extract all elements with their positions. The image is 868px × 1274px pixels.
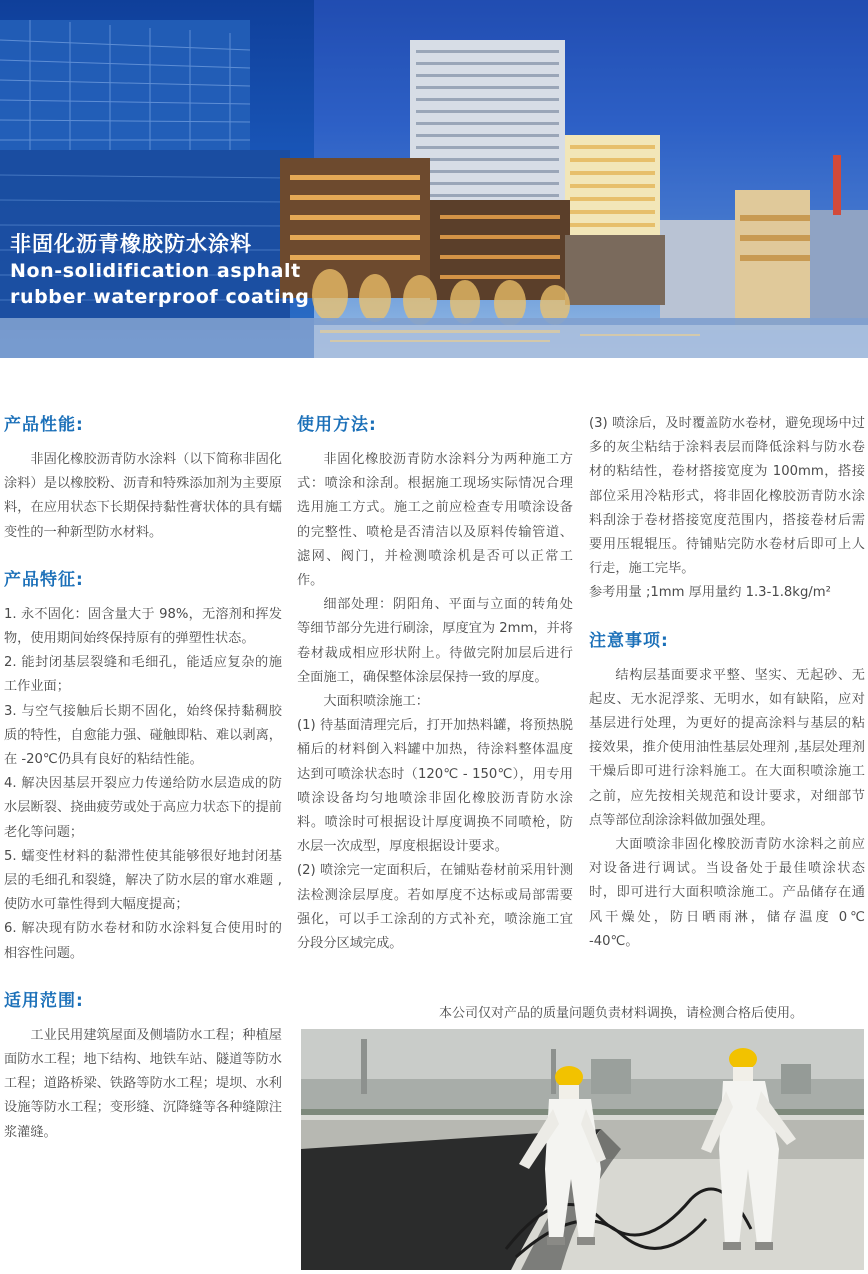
- feature-item-3: 3. 与空气接触后长期不固化，始终保持黏稠胶质的特性，自愈能力强、碰触即粘、难以剥离，在 -20℃仍具有良好的粘结性能。: [4, 703, 282, 768]
- usage-dosage: 参考用量 ;1mm 厚用量约 1.3-1.8kg/m²: [589, 585, 831, 601]
- usage-step-1: (1) 待基面清理完后，打开加热料罐，将预热脱桶后的材料倒入料罐中加热，待涂料整体温度达到可喷涂状态时（120℃ - 150℃），用专用喷涂设备均匀地喷涂非固化橡胶沥青防水涂料。喷涂时可根据设计厚度调换不同喷枪，防水层一次成型，厚度根据设计要求。: [297, 718, 573, 855]
- usage-heading: 使用方法:: [297, 415, 377, 435]
- usage-intro: 非固化橡胶沥青防水涂料分为两种施工方式：喷涂和涂刮。根据施工现场实际情况合理选用施工方式。施工之前应检查专用喷涂设备的完整性、喷枪是否清洁以及原料传输管道、滤网、阀门，并检测喷涂机是否可以正常工作。: [297, 452, 573, 589]
- usage-step-2: (2) 喷涂完一定面积后，在铺贴卷材前采用针测法检测涂层厚度。若如厚度不达标或局部需要强化，可以手工涂刮的方式补充，喷涂施工宜分段分区域完成。: [297, 863, 573, 952]
- feature-item-5: 5. 蠕变性材料的黏滞性使其能够很好地封闭基层的毛细孔和裂缝，解决了防水层的窜水难题 ,使防水可靠性得到大幅度提高；: [4, 848, 282, 913]
- left-column: [4, 412, 282, 1145]
- feature-item-2: 2. 能封闭基层裂缝和毛细孔，能适应复杂的施工作业面；: [4, 655, 282, 695]
- precautions-para-1: 结构层基面要求平整、坚实、无起砂、无起皮、无水泥浮浆、无明水，如有缺陷，应对基层进行处理，为更好的提高涂料与基层的粘接效果，推介使用油性基层处理剂 ,基层处理剂干燥后即可进行涂料施工。在大面积喷涂施工之前，应先按相关规范和设计要求，对细部节点等部位刮涂涂料做加强处理。: [589, 667, 865, 828]
- banner-title-en: [10, 258, 310, 310]
- hero-banner: [0, 0, 868, 358]
- banner-title-en-line1: Non-solidification asphalt: [10, 260, 301, 282]
- workers-spraying-roof-photo: [301, 1029, 864, 1270]
- precautions-heading: 注意事项:: [589, 630, 669, 651]
- performance-text: 非固化橡胶沥青防水涂料（以下简称非固化涂料）是以橡胶粉、沥青和特殊添加剂为主要原料，在应用状态下长期保持黏性膏状体的具有蠕变性的一种新型防水材料。: [4, 452, 282, 540]
- middle-column: [297, 412, 573, 956]
- performance-heading: 产品性能:: [4, 415, 84, 435]
- feature-item-6: 6. 解决现有防水卷材和防水涂料复合使用时的相容性问题。: [4, 921, 282, 961]
- banner-title-en-line2: rubber waterproof coating: [10, 286, 310, 308]
- feature-item-4: 4. 解决因基层开裂应力传递给防水层造成的防水层断裂、挠曲疲劳或处于高应力状态下的提前老化等问题；: [4, 776, 282, 840]
- usage-step-3: (3) 喷涂后，及时覆盖防水卷材，避免现场中过多的灰尘粘结于涂料表层而降低涂料与防水卷材的粘结性，卷材搭接宽度为 100mm，搭接部位采用冷粘形式，将非固化橡胶沥青防水涂料刮涂于卷材搭接宽度范围内，搭接卷材后需要用压辊辊压。待铺贴完防水卷材后即可上人行走，施工完毕。: [589, 416, 865, 577]
- features-heading: 产品特征:: [4, 569, 84, 590]
- precautions-para-2: 大面喷涂非固化橡胶沥青防水涂料之前应对设备进行调试。当设备处于最佳喷涂状态时，即可进行大面积喷涂施工。产品储存在通风干燥处，防日晒雨淋，储存温度 0℃ -40℃。: [589, 837, 865, 949]
- right-column: [589, 412, 865, 954]
- banner-title-cn: 非固化沥青橡胶防水涂料: [10, 232, 252, 256]
- feature-item-1: 1. 永不固化：固含量大于 98%，无溶剂和挥发物，使用期间始终保持原有的弹塑性状态。: [4, 606, 282, 647]
- footer-note: 本公司仅对产品的质量问题负责材料调换，请检测合格后使用。: [439, 1006, 804, 1021]
- usage-detail: 细部处理：阴阳角、平面与立面的转角处等细节部分先进行刷涂，厚度宜为 2mm，并将卷材裁成相应形状附上。待做完附加层后进行全面施工，确保整体涂层保持一致的厚度。: [297, 597, 573, 685]
- scope-heading: 适用范围:: [4, 990, 84, 1011]
- usage-large-heading: 大面积喷涂施工：: [323, 694, 429, 710]
- scope-text: 工业民用建筑屋面及侧墙防水工程；种植屋面防水工程；地下结构、地铁车站、隧道等防水工程；道路桥梁、铁路等防水工程；堤坝、水利设施等防水工程；变形缝、沉降缝等各种缝隙注浆灌缝。: [4, 1027, 282, 1140]
